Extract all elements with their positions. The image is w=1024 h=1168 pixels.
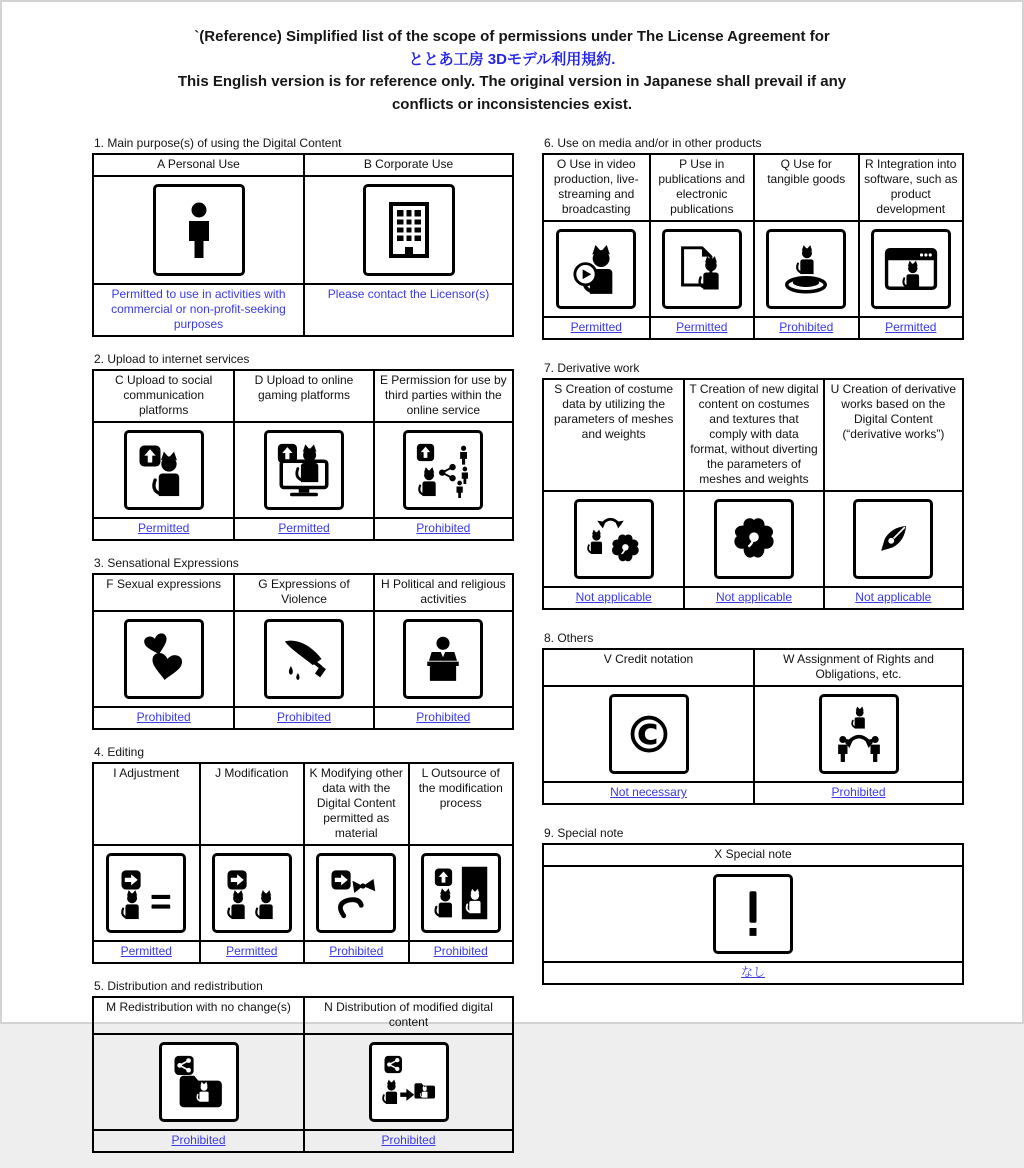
section-distribution xyxy=(92,979,514,1153)
section-heading: 1. Main purpose(s) of using the Digital Content xyxy=(94,136,342,150)
status-link[interactable]: Permitted xyxy=(137,521,190,535)
status-link[interactable]: Prohibited xyxy=(329,944,384,958)
status-link[interactable]: Prohibited xyxy=(381,1133,436,1147)
status-link[interactable]: Permitted xyxy=(570,320,622,334)
upload-social-icon xyxy=(124,430,204,510)
copyright-icon xyxy=(609,694,689,774)
status-text: Please contact the Licensor(s) xyxy=(327,287,490,301)
knife-icon xyxy=(264,619,344,699)
status-link[interactable]: Prohibited xyxy=(433,944,488,958)
section-main-purpose xyxy=(92,136,514,337)
column-header: B Corporate Use xyxy=(303,155,512,175)
column-header: F Sexual expressions xyxy=(106,577,222,591)
section-others xyxy=(542,631,964,805)
upload-gaming-icon xyxy=(264,430,344,510)
status-link[interactable]: Prohibited xyxy=(416,710,471,724)
column-header: P Use in publications and electronic publications xyxy=(649,155,754,220)
section-heading: 3. Sensational Expressions xyxy=(94,556,239,570)
column-header: D Upload to online gaming platforms xyxy=(233,371,372,421)
section-upload-internet xyxy=(92,352,514,541)
status-link[interactable]: Not applicable xyxy=(575,590,652,604)
column-header: E Permission for use by third parties within the online service xyxy=(373,371,512,421)
column-header: L Outsource of the modification process xyxy=(408,764,513,844)
section-heading: 8. Others xyxy=(544,631,594,645)
column-header: U Creation of derivative works based on the Digital Content (“derivative works”) xyxy=(823,380,962,490)
left-column xyxy=(92,136,514,1168)
right-column xyxy=(542,136,964,1168)
special-note-icon xyxy=(713,874,793,954)
hearts-icon xyxy=(124,619,204,699)
status-link[interactable]: Prohibited xyxy=(136,710,191,724)
permissions-table xyxy=(542,378,964,610)
section-heading: 2. Upload to internet services xyxy=(94,352,250,366)
status-link[interactable]: Permitted xyxy=(226,944,278,958)
status-link[interactable]: Permitted xyxy=(885,320,937,334)
costume-data-icon xyxy=(574,499,654,579)
column-header: M Redistribution with no change(s) xyxy=(106,1000,291,1014)
permissions-table xyxy=(92,762,514,964)
section-sensational xyxy=(92,556,514,730)
status-link[interactable]: なし xyxy=(740,965,765,979)
tangible-goods-icon xyxy=(766,229,846,309)
new-costume-icon xyxy=(714,499,794,579)
column-header: T Creation of new digital content on costumes and textures that comply with data format, without diverting the parameters of meshes and weights xyxy=(683,380,822,490)
column-header: W Assignment of Rights and Obligations, etc. xyxy=(753,650,962,685)
document-title xyxy=(2,26,1022,116)
column-header: H Political and religious activities xyxy=(373,575,512,610)
permissions-table xyxy=(92,573,514,730)
column-header: N Distribution of modified digital content xyxy=(303,998,512,1033)
permissions-table xyxy=(92,153,514,337)
podium-speaker-icon xyxy=(403,619,483,699)
column-header: K Modifying other data with the Digital Content permitted as material xyxy=(303,764,408,844)
status-link[interactable]: Not necessary xyxy=(610,785,687,799)
column-header: A Personal Use xyxy=(157,157,240,171)
status-link[interactable]: Prohibited xyxy=(276,710,332,724)
column-header: R Integration into software, such as product development xyxy=(858,155,963,220)
column-header: V Credit notation xyxy=(603,652,694,666)
building-icon xyxy=(363,184,455,276)
modification-icon xyxy=(212,853,292,933)
status-link[interactable]: Prohibited xyxy=(779,320,834,334)
person-icon xyxy=(153,184,245,276)
permissions-table xyxy=(542,153,964,340)
outsource-icon xyxy=(421,853,501,933)
column-header: J Modification xyxy=(199,764,304,844)
column-header: C Upload to social communication platforms xyxy=(114,373,213,417)
rights-assignment-icon xyxy=(819,694,899,774)
status-link[interactable]: Permitted xyxy=(676,320,728,334)
software-integration-icon xyxy=(871,229,951,309)
status-link[interactable]: Permitted xyxy=(120,944,172,958)
section-heading: 4. Editing xyxy=(94,745,145,759)
permissions-table xyxy=(92,996,514,1153)
status-link[interactable]: Prohibited xyxy=(831,785,886,799)
section-heading: 7. Derivative work xyxy=(544,361,640,375)
section-heading: 5. Distribution and redistribution xyxy=(94,979,263,993)
publications-icon xyxy=(662,229,742,309)
column-header: O Use in video production, live-streaming and broadcasting xyxy=(553,157,639,216)
status-link[interactable]: Not applicable xyxy=(715,590,793,604)
column-header: I Adjustment xyxy=(113,766,180,780)
section-heading: 6. Use on media and/or in other products xyxy=(544,136,762,150)
adjustment-icon xyxy=(106,853,186,933)
column-header: Q Use for tangible goods xyxy=(753,155,858,220)
two-column-layout xyxy=(2,136,1022,1168)
column-header: S Creation of costume data by utilizing the parameters of meshes and weights xyxy=(553,382,674,441)
third-party-use-icon xyxy=(403,430,483,510)
title-line-japanese: ととあ工房 3Dモデル利用規約. xyxy=(408,50,616,68)
section-media-products xyxy=(542,136,964,340)
status-link[interactable]: Prohibited xyxy=(416,521,471,535)
section-derivative-work xyxy=(542,361,964,610)
section-special-note xyxy=(542,826,964,985)
title-line-english: `(Reference) Simplified list of the scope of permissions under The License Agreement for xyxy=(194,28,830,45)
permissions-table xyxy=(92,369,514,541)
status-text: Permitted to use in activities with commercial or non-profit-seeking purposes xyxy=(111,287,286,331)
section-heading: 9. Special note xyxy=(544,826,624,840)
video-production-icon xyxy=(556,229,636,309)
svg-text:©: © xyxy=(623,705,674,765)
title-line-disclaimer: This English version is for reference only. The original version in Japanese shall prevail if any conflicts or inconsistencies exist. xyxy=(177,73,847,113)
modified-distribution-icon xyxy=(369,1042,449,1122)
material-modification-icon xyxy=(316,853,396,933)
redistribution-folder-icon xyxy=(159,1042,239,1122)
status-link[interactable]: Permitted xyxy=(278,521,330,535)
derivative-pen-icon xyxy=(853,499,933,579)
permissions-table xyxy=(542,648,964,805)
status-link[interactable]: Prohibited xyxy=(171,1133,226,1147)
status-link[interactable]: Not applicable xyxy=(855,590,932,604)
permissions-table xyxy=(542,843,964,985)
section-editing xyxy=(92,745,514,964)
column-header: G Expressions of Violence xyxy=(233,575,372,610)
column-header: X Special note xyxy=(714,847,792,861)
